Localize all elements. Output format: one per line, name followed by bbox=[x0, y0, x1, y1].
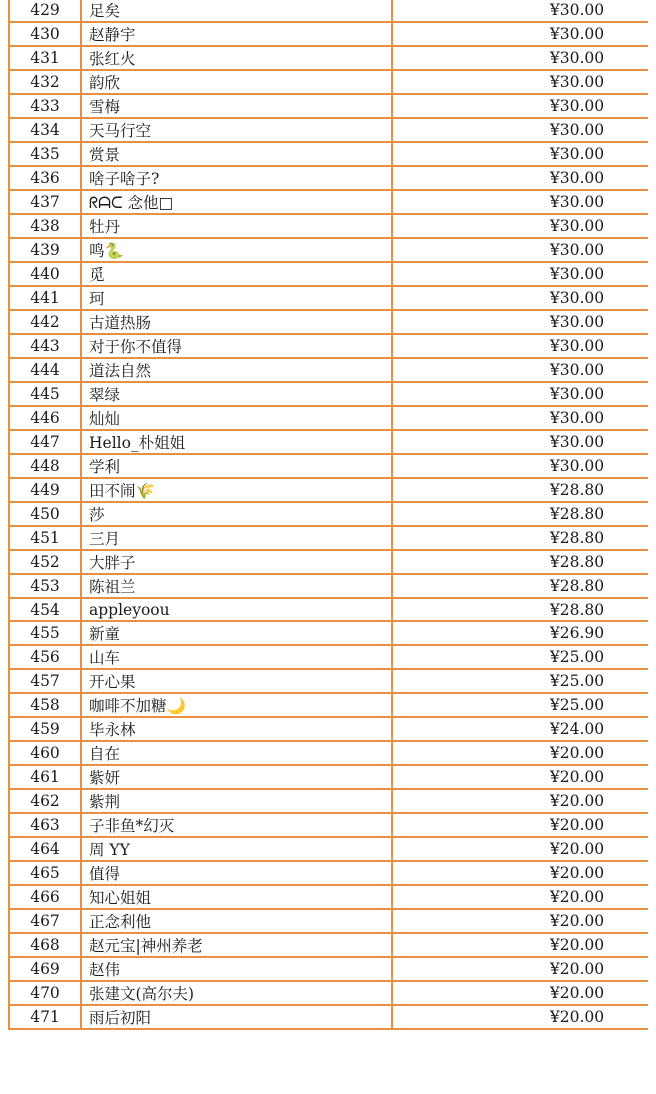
donor-name: 知心姐姐 bbox=[81, 885, 392, 909]
donor-name: 紫荆 bbox=[81, 789, 392, 813]
donor-name: 毕永林 bbox=[81, 717, 392, 741]
table-row bbox=[9, 166, 648, 190]
table-row bbox=[9, 741, 648, 765]
table-row bbox=[9, 765, 648, 789]
donor-name: 大胖子 bbox=[81, 550, 392, 574]
donation-amount: ¥20.00 bbox=[392, 789, 648, 813]
row-number: 468 bbox=[9, 933, 81, 957]
row-number: 466 bbox=[9, 885, 81, 909]
donor-name: 子非鱼*幻灭 bbox=[81, 813, 392, 837]
table-row bbox=[9, 909, 648, 933]
donation-amount: ¥28.80 bbox=[392, 502, 648, 526]
row-number: 467 bbox=[9, 909, 81, 933]
table-row bbox=[9, 621, 648, 645]
table-row bbox=[9, 454, 648, 478]
donation-amount: ¥30.00 bbox=[392, 70, 648, 94]
table-row bbox=[9, 94, 648, 118]
donor-name: 三月 bbox=[81, 526, 392, 550]
row-number: 448 bbox=[9, 454, 81, 478]
row-number: 463 bbox=[9, 813, 81, 837]
row-number: 451 bbox=[9, 526, 81, 550]
donor-name: Hello_朴姐姐 bbox=[81, 430, 392, 454]
table-row bbox=[9, 550, 648, 574]
donor-name: 张建文(高尔夫) bbox=[81, 981, 392, 1005]
table-row bbox=[9, 190, 648, 214]
donation-amount: ¥30.00 bbox=[392, 190, 648, 214]
table-row bbox=[9, 238, 648, 262]
donation-table-body bbox=[9, 0, 648, 1029]
row-number: 432 bbox=[9, 70, 81, 94]
donation-amount: ¥30.00 bbox=[392, 214, 648, 238]
donor-name: 灿灿 bbox=[81, 406, 392, 430]
donation-amount: ¥20.00 bbox=[392, 837, 648, 861]
donor-name: 足矣 bbox=[81, 0, 392, 22]
donation-amount: ¥28.80 bbox=[392, 598, 648, 621]
donation-amount: ¥30.00 bbox=[392, 94, 648, 118]
donation-amount: ¥24.00 bbox=[392, 717, 648, 741]
row-number: 449 bbox=[9, 478, 81, 502]
row-number: 443 bbox=[9, 334, 81, 358]
table-row bbox=[9, 214, 648, 238]
donation-amount: ¥30.00 bbox=[392, 406, 648, 430]
donor-name: 周 YY bbox=[81, 837, 392, 861]
donor-name: 山车 bbox=[81, 645, 392, 669]
donation-amount: ¥20.00 bbox=[392, 813, 648, 837]
donation-amount: ¥30.00 bbox=[392, 358, 648, 382]
row-number: 454 bbox=[9, 598, 81, 621]
table-row bbox=[9, 717, 648, 741]
table-row bbox=[9, 957, 648, 981]
donation-amount: ¥30.00 bbox=[392, 334, 648, 358]
table-row bbox=[9, 981, 648, 1005]
row-number: 465 bbox=[9, 861, 81, 885]
row-number: 458 bbox=[9, 693, 81, 717]
table-row bbox=[9, 861, 648, 885]
table-row bbox=[9, 334, 648, 358]
row-number: 459 bbox=[9, 717, 81, 741]
donor-name: 雪梅 bbox=[81, 94, 392, 118]
row-number: 440 bbox=[9, 262, 81, 286]
table-row bbox=[9, 0, 648, 22]
row-number: 441 bbox=[9, 286, 81, 310]
donation-amount: ¥30.00 bbox=[392, 166, 648, 190]
row-number: 433 bbox=[9, 94, 81, 118]
row-number: 464 bbox=[9, 837, 81, 861]
donor-name: 新童 bbox=[81, 621, 392, 645]
row-number: 457 bbox=[9, 669, 81, 693]
donor-name: ᖇᗩᑕ 念他□ bbox=[81, 190, 392, 214]
donor-name: 牡丹 bbox=[81, 214, 392, 238]
row-number: 470 bbox=[9, 981, 81, 1005]
table-row bbox=[9, 46, 648, 70]
table-row bbox=[9, 286, 648, 310]
donation-amount: ¥20.00 bbox=[392, 1005, 648, 1029]
donor-name: 学利 bbox=[81, 454, 392, 478]
donor-name: 对于你不值得 bbox=[81, 334, 392, 358]
table-row bbox=[9, 262, 648, 286]
table-row bbox=[9, 885, 648, 909]
donation-amount: ¥30.00 bbox=[392, 430, 648, 454]
donation-amount: ¥30.00 bbox=[392, 382, 648, 406]
donor-name: 田不闹🌾 bbox=[81, 478, 392, 502]
donation-amount: ¥20.00 bbox=[392, 981, 648, 1005]
donation-amount: ¥28.80 bbox=[392, 574, 648, 598]
row-number: 471 bbox=[9, 1005, 81, 1029]
donor-name: 翠绿 bbox=[81, 382, 392, 406]
table-row bbox=[9, 933, 648, 957]
row-number: 461 bbox=[9, 765, 81, 789]
donor-name: 正念利他 bbox=[81, 909, 392, 933]
donor-name: 值得 bbox=[81, 861, 392, 885]
row-number: 437 bbox=[9, 190, 81, 214]
table-row bbox=[9, 70, 648, 94]
donor-name: 珂 bbox=[81, 286, 392, 310]
row-number: 455 bbox=[9, 621, 81, 645]
donor-name: 赏景 bbox=[81, 142, 392, 166]
row-number: 453 bbox=[9, 574, 81, 598]
donation-amount: ¥30.00 bbox=[392, 310, 648, 334]
row-number: 460 bbox=[9, 741, 81, 765]
donation-amount: ¥20.00 bbox=[392, 765, 648, 789]
table-row bbox=[9, 789, 648, 813]
donor-name: 道法自然 bbox=[81, 358, 392, 382]
donation-amount: ¥20.00 bbox=[392, 741, 648, 765]
table-row bbox=[9, 478, 648, 502]
donor-name: 古道热肠 bbox=[81, 310, 392, 334]
row-number: 438 bbox=[9, 214, 81, 238]
row-number: 450 bbox=[9, 502, 81, 526]
row-number: 431 bbox=[9, 46, 81, 70]
donation-amount: ¥30.00 bbox=[392, 0, 648, 22]
donor-name: 陈祖兰 bbox=[81, 574, 392, 598]
donation-amount: ¥30.00 bbox=[392, 142, 648, 166]
donor-name: 赵伟 bbox=[81, 957, 392, 981]
donor-name: 莎 bbox=[81, 502, 392, 526]
table-row bbox=[9, 574, 648, 598]
donation-amount: ¥30.00 bbox=[392, 118, 648, 142]
row-number: 452 bbox=[9, 550, 81, 574]
donation-amount: ¥30.00 bbox=[392, 454, 648, 478]
donor-name: 觅 bbox=[81, 262, 392, 286]
row-number: 445 bbox=[9, 382, 81, 406]
donation-table bbox=[8, 0, 648, 1030]
donation-amount: ¥20.00 bbox=[392, 885, 648, 909]
table-row bbox=[9, 693, 648, 717]
table-row bbox=[9, 1005, 648, 1029]
donation-amount: ¥25.00 bbox=[392, 693, 648, 717]
table-row bbox=[9, 118, 648, 142]
donation-amount: ¥30.00 bbox=[392, 286, 648, 310]
donation-amount: ¥30.00 bbox=[392, 238, 648, 262]
row-number: 442 bbox=[9, 310, 81, 334]
row-number: 436 bbox=[9, 166, 81, 190]
row-number: 430 bbox=[9, 22, 81, 46]
table-row bbox=[9, 406, 648, 430]
donation-amount: ¥20.00 bbox=[392, 909, 648, 933]
row-number: 446 bbox=[9, 406, 81, 430]
table-row bbox=[9, 142, 648, 166]
table-row bbox=[9, 813, 648, 837]
table-row bbox=[9, 669, 648, 693]
table-row bbox=[9, 22, 648, 46]
donation-amount: ¥28.80 bbox=[392, 478, 648, 502]
table-row bbox=[9, 430, 648, 454]
donation-amount: ¥28.80 bbox=[392, 526, 648, 550]
donor-name: 雨后初阳 bbox=[81, 1005, 392, 1029]
donor-name: 赵静宇 bbox=[81, 22, 392, 46]
donor-name: 韵欣 bbox=[81, 70, 392, 94]
donor-name: 张红火 bbox=[81, 46, 392, 70]
donor-name: 鸣🐍 bbox=[81, 238, 392, 262]
table-row bbox=[9, 645, 648, 669]
donation-amount: ¥30.00 bbox=[392, 262, 648, 286]
table-row bbox=[9, 502, 648, 526]
donor-name: 咖啡不加糖🌙 bbox=[81, 693, 392, 717]
row-number: 444 bbox=[9, 358, 81, 382]
donor-name: 啥子啥子? bbox=[81, 166, 392, 190]
donor-name: 自在 bbox=[81, 741, 392, 765]
table-row bbox=[9, 358, 648, 382]
table-row bbox=[9, 837, 648, 861]
row-number: 435 bbox=[9, 142, 81, 166]
table-row bbox=[9, 598, 648, 621]
donor-name: 赵元宝|神州养老 bbox=[81, 933, 392, 957]
table-row bbox=[9, 526, 648, 550]
table-row bbox=[9, 310, 648, 334]
row-number: 429 bbox=[9, 0, 81, 22]
table-row bbox=[9, 382, 648, 406]
row-number: 439 bbox=[9, 238, 81, 262]
donor-name: 紫妍 bbox=[81, 765, 392, 789]
donation-amount: ¥26.90 bbox=[392, 621, 648, 645]
donation-amount: ¥28.80 bbox=[392, 550, 648, 574]
donor-name: 天马行空 bbox=[81, 118, 392, 142]
row-number: 469 bbox=[9, 957, 81, 981]
row-number: 456 bbox=[9, 645, 81, 669]
donation-amount: ¥20.00 bbox=[392, 861, 648, 885]
row-number: 462 bbox=[9, 789, 81, 813]
row-number: 434 bbox=[9, 118, 81, 142]
donor-name: 开心果 bbox=[81, 669, 392, 693]
donation-amount: ¥25.00 bbox=[392, 669, 648, 693]
donation-amount: ¥30.00 bbox=[392, 22, 648, 46]
donation-amount: ¥30.00 bbox=[392, 46, 648, 70]
donation-amount: ¥25.00 bbox=[392, 645, 648, 669]
donation-sheet bbox=[8, 0, 648, 1094]
row-number: 447 bbox=[9, 430, 81, 454]
donation-amount: ¥20.00 bbox=[392, 933, 648, 957]
donation-amount: ¥20.00 bbox=[392, 957, 648, 981]
donor-name: appleyoou bbox=[81, 598, 392, 621]
